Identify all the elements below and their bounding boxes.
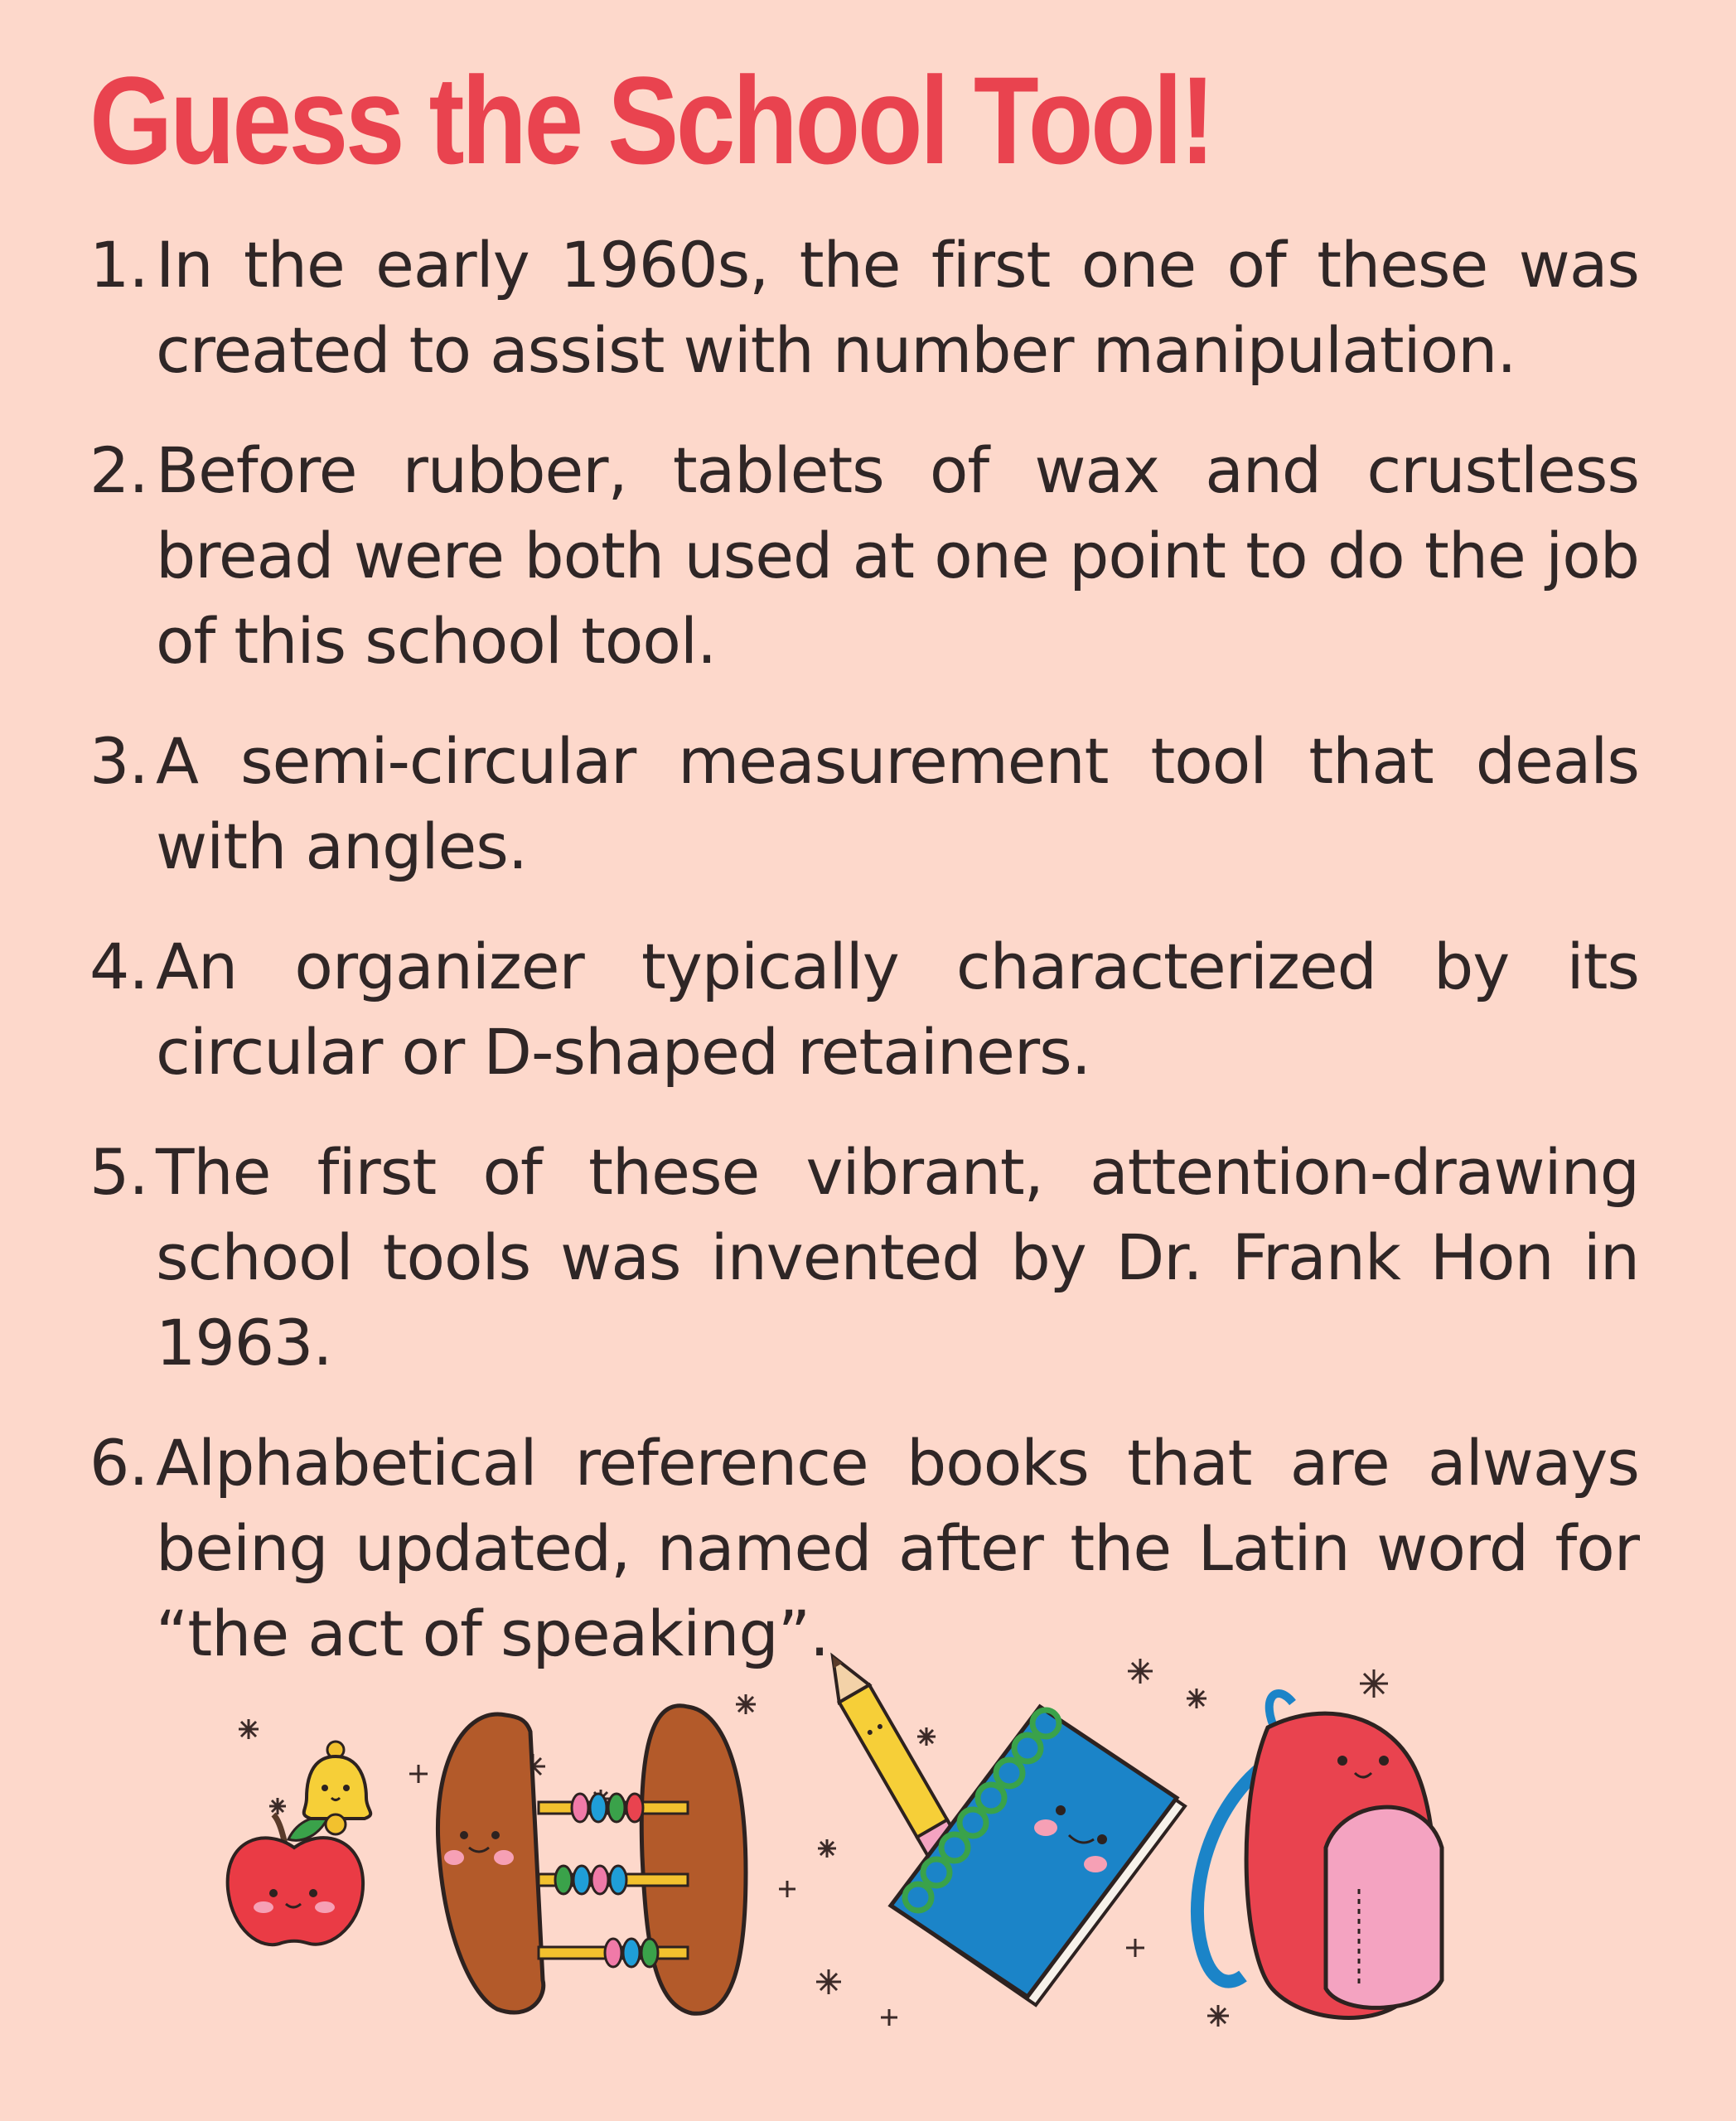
question-list [89,222,1639,1711]
question-item [89,1129,1639,1385]
question-item [89,718,1639,889]
question-number: 1. [89,228,148,302]
question-number: 6. [89,1426,148,1500]
page-title: Guess the School Tool! [89,51,1213,190]
question-item [89,428,1639,684]
question-text: Before rubber, tablets of wax and crustless bread were both used at one point to do the job of this school tool. [156,433,1639,678]
question-text: An organizer typically characterized by its circular or D-shaped retainers. [156,930,1639,1089]
question-number: 2. [89,433,148,507]
question-text: Alphabetical reference books that are always being updated, named after the Latin word for “the act of speaking”. [156,1426,1639,1670]
question-text: In the early 1960s, the first one of these was created to assist with number manipulation. [156,228,1639,387]
question-item [89,924,1639,1094]
question-text: A semi-circular measurement tool that deals with angles. [156,724,1639,883]
question-item [89,1420,1639,1676]
question-item [89,222,1639,393]
school-supplies-illustration [0,1640,1736,2055]
question-number: 4. [89,930,148,1003]
backpack-icon [1197,1693,1442,2017]
notebook-icon [891,1707,1185,2005]
apple-icon [228,1814,363,1945]
question-text: The first of these vibrant, attention-drawing school tools was invented by Dr. Frank Hon in 1963. [156,1135,1639,1379]
abacus-icon [438,1706,746,2014]
pencil-icon [818,1648,959,1858]
question-number: 3. [89,724,148,798]
question-number: 5. [89,1135,148,1209]
